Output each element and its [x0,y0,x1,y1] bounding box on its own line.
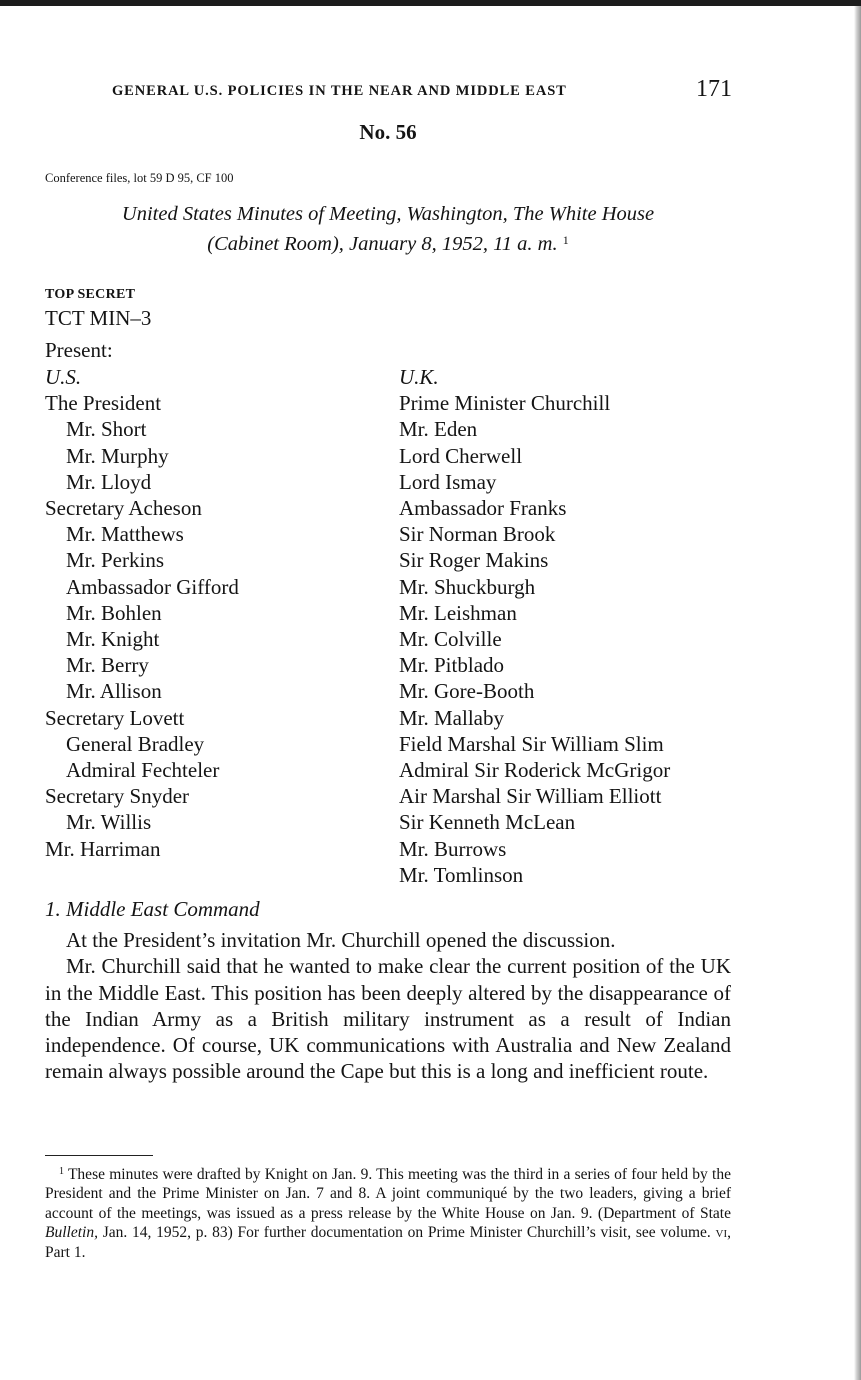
footnote-divider [45,1155,153,1156]
document-title-line-2: (Cabinet Room), January 8, 1952, 11 a. m. [207,233,558,255]
document-title-line-1: United States Minutes of Meeting, Washington, The White House [121,203,655,225]
uk-attendee: Mr. Colville [399,627,502,652]
uk-attendee: Mr. Tomlinson [399,862,524,887]
page-number: 171 [696,76,732,102]
uk-attendee: Field Marshal Sir William Slim [399,731,664,756]
footnote-text-part: , Part 1. [45,1224,731,1261]
uk-attendee: Lord Ismay [399,469,497,494]
us-attendee: Mr. Berry [66,653,149,678]
uk-attendee: Lord Cherwell [399,443,523,468]
section-heading: 1. Middle East Command [45,897,260,921]
us-attendee: Mr. Matthews [66,522,184,547]
paragraph: Mr. Churchill said that he wanted to make clear the current position of the UK in the Middle East. This position has been deeply altered by the disappearance of the Indian Army as a British military instrument as a result of Indian independence. Of course, UK communications with Australia and New Zealand remain always possible around the Cape but this is a long and inefficient route. [45,954,731,1084]
page-edge-shadow [854,6,861,1380]
uk-column-heading: U.K. [399,365,439,389]
document-title-line-2-wrap [45,227,731,257]
us-attendee: Mr. Short [66,417,147,442]
uk-attendee: Mr. Shuckburgh [399,574,536,599]
us-attendee: Mr. Murphy [66,443,169,468]
volume-numeral: vi [715,1224,728,1242]
uk-attendee: Sir Norman Brook [399,522,556,547]
us-attendee: Admiral Fechteler [66,758,220,783]
body-text [45,927,731,1085]
uk-attendee: Mr. Eden [399,417,478,442]
bulletin-reference: Bulletin, [45,1224,98,1242]
document-title [45,201,731,257]
us-column-heading: U.S. [45,365,82,389]
uk-attendee: Mr. Pitblado [399,653,505,678]
us-attendee: Mr. Knight [66,627,160,652]
classification-label: TOP SECRET [45,287,136,302]
paragraph: At the President’s invitation Mr. Churchill opened the discussion. [66,928,616,952]
uk-attendee: Mr. Leishman [399,600,517,625]
uk-attendee: Air Marshal Sir William Elliott [399,784,662,809]
footnote-text-part: Jan. 14, 1952, p. 83) For further documentation on Prime Minister Churchill’s visit, see volume. [97,1224,716,1242]
footnote [45,1162,731,1262]
us-attendee: Ambassador Gifford [66,574,239,599]
footnote-marker: 1 [59,1166,64,1177]
uk-attendee: Admiral Sir Roderick McGrigor [399,758,671,783]
us-attendee: Secretary Lovett [45,705,185,730]
source-note: Conference files, lot 59 D 95, CF 100 [45,171,234,185]
uk-attendee: Mr. Burrows [399,836,507,861]
us-attendee: Mr. Perkins [66,548,165,573]
footnote-reference: 1 [562,233,569,247]
footnote-text-part: These minutes were drafted by Knight on Jan. 9. This meeting was the third in a series of four held by the President and the Prime Minister on Jan. 7 and 8. A joint communiqué by the two leaders, giving a brief account of the meetings, was issued as a press release by the White House on Jan. 9. (Department of State [45,1166,731,1222]
present-label: Present: [45,338,113,362]
footnote-text [45,1162,731,1262]
us-attendee-list [45,364,239,862]
uk-attendee: Sir Kenneth McLean [399,810,576,835]
us-attendee: Secretary Snyder [45,784,190,809]
document-code: TCT MIN–3 [45,306,152,330]
us-attendee: Mr. Bohlen [66,600,162,625]
document-number: No. 56 [359,120,417,144]
us-attendee: Mr. Willis [66,810,152,835]
uk-attendee: Mr. Gore-Booth [399,679,535,704]
top-border [0,0,861,6]
uk-attendee: Prime Minister Churchill [399,391,611,416]
uk-attendee: Sir Roger Makins [399,548,549,573]
uk-attendee: Ambassador Franks [399,496,567,521]
uk-attendee-list [399,364,670,888]
uk-attendee: Mr. Mallaby [399,705,504,730]
us-attendee: The President [45,391,162,416]
us-attendee: General Bradley [66,731,205,756]
running-head-title: GENERAL U.S. POLICIES IN THE NEAR AND MIDDLE EAST [112,83,567,99]
us-attendee: Mr. Lloyd [66,469,152,494]
us-attendee: Mr. Harriman [45,836,161,861]
us-attendee: Secretary Acheson [45,496,202,521]
running-head [112,78,732,106]
us-attendee: Mr. Allison [66,679,162,704]
